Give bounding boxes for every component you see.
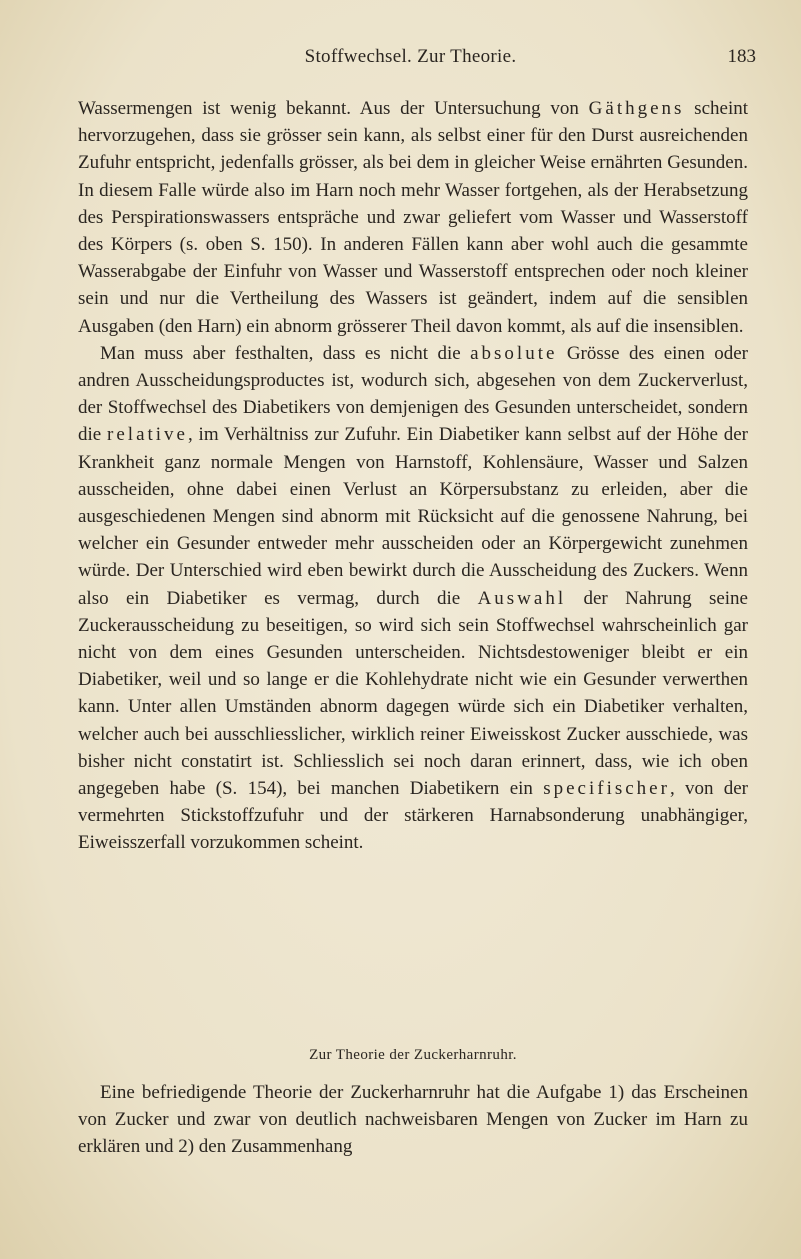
- emphasized-word: specifischer: [543, 778, 670, 800]
- emphasized-name: Gäthgens: [588, 98, 685, 119]
- section-paragraph: Eine befriedigende Theorie der Zuckerharnruhr hat die Aufgabe 1) das Erscheinen von Zucker und zwar von deutlich nachweisbaren Mengen von Zucker im Harn zu erklären und 2) den Zusammenhang: [78, 1082, 748, 1158]
- emphasized-word: Auswahl: [477, 587, 567, 609]
- page-number: 183: [727, 46, 756, 67]
- page-header: [60, 46, 761, 76]
- emphasized-word: absolute: [470, 342, 558, 364]
- paragraph-1: Wassermengen ist wenig bekannt. Aus der Untersuchung von Gäthgens scheint hervorzugehen, dass sie grösser sein kann, als selbst einer für den Durst ausreichenden Zufuhr entspricht, jedenfalls grösser, als bei dem in gleicher Weise ernährten Gesunden. In diesem Falle würde also im Harn noch mehr Wasser fortgehen, als der Herabsetzung des Perspirationswassers entspräche und zwar geliefert vom Wasser und Wasserstoff des Körpers (s. oben S. 150). In anderen Fällen kann aber wohl auch die gesammte Wasserabgabe der Einfuhr von Wasser und Wasserstoff entsprechen oder noch kleiner sein und nur die Vertheilung des Wassers ist geändert, indem auf die sensiblen Ausgaben (den Harn) ein abnorm grösserer Theil davon kommt, als auf die insensiblen.: [78, 98, 748, 337]
- emphasized-word: relative: [107, 424, 188, 446]
- section-text: [78, 1079, 748, 1161]
- body-text: [78, 95, 748, 857]
- paragraph-2: Man muss aber festhalten, dass es nicht die absolute Grösse des einen oder andren Ausscheidungsproductes ist, wodurch sich, abgesehen von dem Zuckerverlust, der Stoffwechsel des Diabetikers von demjenigen des Gesunden unterscheidet, sondern die relative, im Verhältniss zur Zufuhr. Ein Diabetiker kann selbst auf der Höhe der Krankheit ganz normale Mengen von Harnstoff, Kohlensäure, Wasser und Salzen ausscheiden, ohne dabei einen Verlust an Körpersubstanz zu erleiden, aber die ausgeschiedenen Mengen sind abnorm mit Rücksicht auf die genossene Nahrung, bei welcher ein Gesunder entweder mehr ausscheiden oder an Körpergewicht zunehmen würde. Der Unterschied wird eben bewirkt durch die Ausscheidung des Zuckers. Wenn also ein Diabetiker es vermag, durch die Auswahl der Nahrung seine Zuckerausscheidung zu beseitigen, so wird sich sein Stoffwechsel wahrscheinlich gar nicht von dem eines Gesunden unterscheiden. Nichtsdestoweniger bleibt er ein Diabetiker, weil und so lange er die Kohlehydrate nicht wie ein Gesunder verwerthen kann. Unter allen Umständen abnorm dagegen würde sich ein Diabetiker verhalten, welcher auch bei ausschliesslicher, wirklich reiner Eiweisskost Zucker ausschiede, was bisher nicht constatirt ist. Schliesslich sei noch daran erinnert, dass, wie ich oben angegeben habe (S. 154), bei manchen Diabetikern ein specifischer, von der vermehrten Stickstoffzufuhr und der stärkeren Harnabsonderung unabhängiger, Eiweisszerfall vorzukommen scheint.: [78, 342, 748, 854]
- section-heading: Zur Theorie der Zuckerharnruhr.: [309, 1047, 517, 1063]
- running-title: Stoffwechsel. Zur Theorie.: [304, 46, 517, 67]
